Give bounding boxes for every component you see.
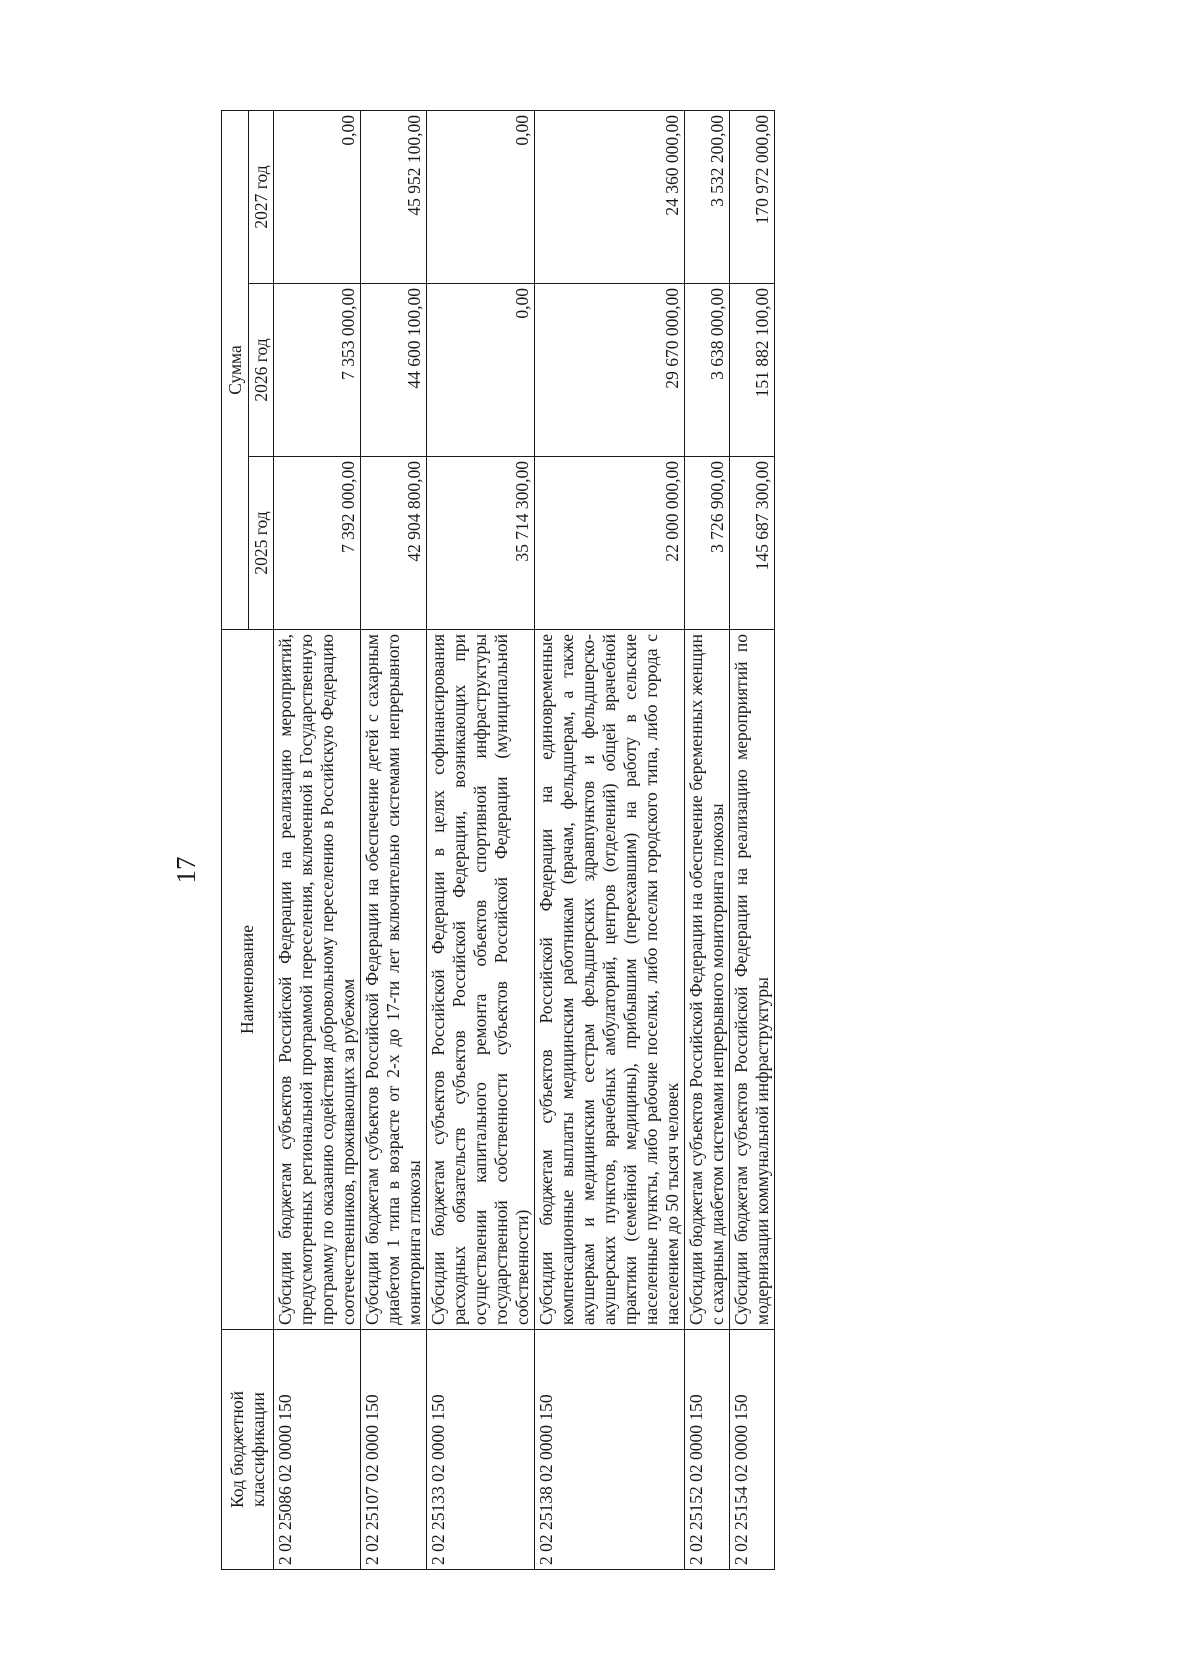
table-row	[274, 110, 361, 1569]
row-amount-2026: 0,00	[427, 284, 535, 457]
table-row	[535, 110, 685, 1569]
row-code: 2 02 25154 02 0000 150	[730, 1330, 775, 1570]
row-code: 2 02 25107 02 0000 150	[361, 1330, 427, 1570]
row-amount-2025: 35 714 300,00	[427, 457, 535, 630]
header-year-2026: 2026 год	[249, 284, 274, 457]
table-row	[685, 110, 730, 1569]
page-number: 17	[171, 856, 201, 884]
row-amount-2025: 22 000 000,00	[535, 457, 685, 630]
rotated-content	[166, 110, 1126, 1570]
row-name: Субсидии бюджетам субъектов Российской Федерации в целях софинансирования расходных обязательств субъектов Российской Федерации, возникающих при осуществлении капитального ремонта объектов спортивной инфраструктуры государственной собственности субъектов Российской Федерации (муниципальной собственности)	[427, 630, 535, 1330]
header-year-2027: 2027 год	[249, 110, 274, 283]
table-row	[361, 110, 427, 1569]
row-amount-2025: 42 904 800,00	[361, 457, 427, 630]
row-amount-2026: 151 882 100,00	[730, 284, 775, 457]
budget-table	[221, 110, 775, 1570]
row-amount-2026: 3 638 000,00	[685, 284, 730, 457]
header-sum: Сумма	[222, 110, 249, 629]
row-amount-2025: 7 392 000,00	[274, 457, 361, 630]
row-code: 2 02 25138 02 0000 150	[535, 1330, 685, 1570]
row-amount-2026: 29 670 000,00	[535, 284, 685, 457]
row-code: 2 02 25086 02 0000 150	[274, 1330, 361, 1570]
row-amount-2025: 145 687 300,00	[730, 457, 775, 630]
row-amount-2026: 44 600 100,00	[361, 284, 427, 457]
row-name: Субсидии бюджетам субъектов Российской Федерации на единовременные компенсационные выплаты медицинским работникам (врачам, фельдшерам, а также акушеркам и медицинским сестрам фельдшерских здравпунктов и фельдшерско-акушерских пунктов, врачебных амбулаторий, центров (отделений) общей врачебной практики (семейной медицины), прибывшим (переехавшим) на работу в сельские населенные пункты, либо рабочие поселки, либо поселки городского типа, либо города с населением до 50 тысяч человек	[535, 630, 685, 1330]
row-amount-2025: 3 726 900,00	[685, 457, 730, 630]
row-amount-2027: 45 952 100,00	[361, 110, 427, 283]
row-code: 2 02 25133 02 0000 150	[427, 1330, 535, 1570]
row-code: 2 02 25152 02 0000 150	[685, 1330, 730, 1570]
header-year-2025: 2025 год	[249, 457, 274, 630]
row-name: Субсидии бюджетам субъектов Российской Федерации на реализацию мероприятий по модернизации коммунальной инфраструктуры	[730, 630, 775, 1330]
table-row	[427, 110, 535, 1569]
row-amount-2026: 7 353 000,00	[274, 284, 361, 457]
row-amount-2027: 3 532 200,00	[685, 110, 730, 283]
row-name: Субсидии бюджетам субъектов Российской Федерации на обеспечение беременных женщин с сахарным диабетом системами непрерывного мониторинга глюкозы	[685, 630, 730, 1330]
table-row	[730, 110, 775, 1569]
row-name: Субсидии бюджетам субъектов Российской Федерации на обеспечение детей с сахарным диабетом 1 типа в возрасте от 2-х до 17-ти лет включительно системами непрерывного мониторинга глюкозы	[361, 630, 427, 1330]
header-name: Наименование	[222, 630, 274, 1330]
row-amount-2027: 170 972 000,00	[730, 110, 775, 283]
row-amount-2027: 0,00	[427, 110, 535, 283]
row-name: Субсидии бюджетам субъектов Российской Федерации на реализацию мероприятий, предусмотренных региональной программой переселения, включенной в Государственную программу по оказанию содействия добровольному переселению в Российскую Федерацию соотечественников, проживающих за рубежом	[274, 630, 361, 1330]
header-code: Код бюджетной классификации	[222, 1330, 274, 1570]
row-amount-2027: 24 360 000,00	[535, 110, 685, 283]
row-amount-2027: 0,00	[274, 110, 361, 283]
